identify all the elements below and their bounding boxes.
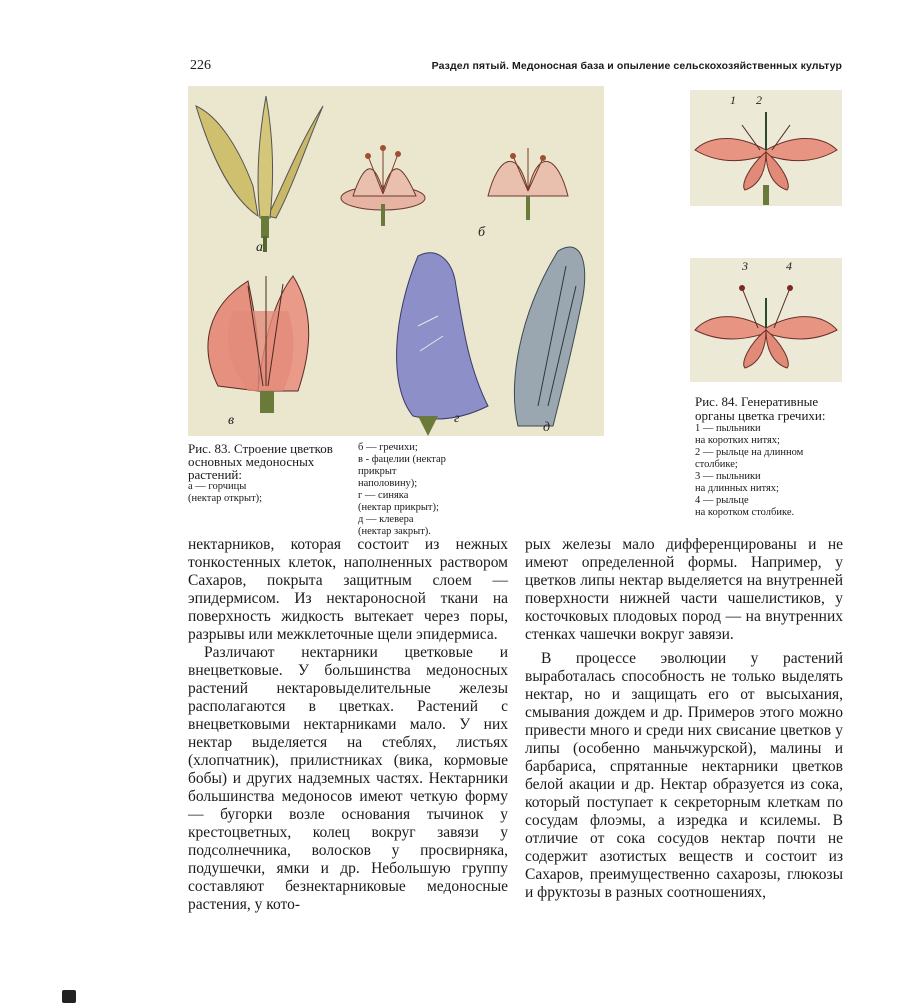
caption-83-line: в - фацелии (нектар bbox=[358, 454, 446, 465]
caption-figure-83 bbox=[188, 442, 348, 505]
paragraph: Различают нектарники цветковые и внецветковые. У большинства медоносных растений нектаровыделительные железы располагаются в цветках. Растений с внецветковыми нектарниками мало. У них нектар выделяется на стеблях, листьях (хлопчатник), прилистниках (вика, кормовые бобы) и других надземных частях. Нектарники большинства медоносов имеют четкую форму — бугорки возле основания тычинок у крестоцветных, колец вокруг завязи у подсолнечника, волосков у просвирняка, подушечки, ямки и др. Небольшую группу составляют безнектарниковые медоносные растения, у кото- bbox=[188, 644, 508, 913]
caption-83-line: (нектар открыт); bbox=[188, 493, 263, 504]
scan-mark bbox=[62, 990, 76, 1003]
buckwheat-flower-1 bbox=[690, 90, 842, 206]
caption-83-line: наполовину); bbox=[358, 478, 418, 489]
caption-83-line: (нектар закрыт). bbox=[358, 526, 431, 537]
body-column-left bbox=[188, 536, 508, 914]
fig-label-d: д bbox=[543, 420, 551, 435]
fig-label-b: б bbox=[478, 225, 486, 240]
flower-mustard bbox=[196, 96, 323, 252]
caption-84-line: 2 — рыльце на длинном bbox=[695, 447, 804, 458]
caption-figure-83-continued bbox=[358, 442, 508, 538]
caption-83-line: г — синяка bbox=[358, 490, 409, 501]
paragraph: В процессе эволюции у растений выработалась способность не только выделять нектар, но и защищать его от высыхания, смывания дождем и др. Примеров этого можно привести много и среди них свисание цветков у липы (особенно маньчжурской), малины и барбариса, спрятанные нектарники цветков белой акации и др. Нектар образуется из сока, который поступает к секреторным клеткам по сосудам флоэмы, а изредка и ксилемы. В отличие от сока сосудов нектар почти не содержит азотистых веществ и состоит из Сахаров, преимущественно сахарозы, глюкозы и фруктозы в разных соотношениях, bbox=[525, 650, 843, 901]
fig84-label-4: 4 bbox=[786, 259, 792, 273]
figure-83-flowers bbox=[188, 86, 604, 436]
caption-84-line: 4 — рыльце bbox=[695, 495, 749, 506]
body-column-right bbox=[525, 536, 843, 902]
flower-clover bbox=[514, 247, 584, 426]
fig84-label-2: 2 bbox=[756, 93, 762, 107]
caption-figure-84 bbox=[695, 395, 845, 519]
caption-84-line: на коротком столбике. bbox=[695, 507, 795, 518]
flower-phacelia bbox=[208, 276, 309, 413]
flower-buckwheat-2 bbox=[488, 148, 568, 220]
paragraph: нектарников, которая состоит из нежных тонкостенных клеток, наполненных раствором Сахаров, покрыта защитным слоем — эпидермисом. Из нектароносной ткани на поверхность жидкость вытекает через поры, разрывы или межклеточные щели эпидермиса. bbox=[188, 536, 508, 643]
fig-label-g: г bbox=[454, 411, 460, 426]
caption-84-line: 3 — пыльники bbox=[695, 471, 761, 482]
fig84-label-1: 1 bbox=[730, 93, 736, 107]
figure-84-flower-bottom bbox=[690, 258, 842, 382]
caption-84-line: на коротких нитях; bbox=[695, 435, 780, 446]
fig-label-a: а bbox=[256, 240, 263, 255]
caption-83-title: Рис. 83. Строение цветков основных медоносных растений: bbox=[188, 441, 333, 482]
caption-83-line: а — горчицы bbox=[188, 481, 247, 492]
caption-84-line: 1 — пыльники bbox=[695, 423, 761, 434]
caption-83-line: прикрыт bbox=[358, 466, 397, 477]
figure-84-flower-top bbox=[690, 90, 842, 206]
caption-83-line: д — клевера bbox=[358, 514, 414, 525]
flower-bugloss bbox=[397, 253, 488, 436]
flower-illustrations bbox=[188, 86, 604, 436]
page-number: 226 bbox=[190, 58, 211, 73]
flower-buckwheat-1 bbox=[341, 145, 425, 226]
caption-84-line: на длинных нитях; bbox=[695, 483, 779, 494]
buckwheat-flower-2 bbox=[690, 258, 842, 382]
fig-label-v: в bbox=[228, 413, 235, 428]
fig84-label-3: 3 bbox=[742, 259, 748, 273]
caption-84-line: столбике; bbox=[695, 459, 738, 470]
caption-84-title: Рис. 84. Генеративные органы цветка гречихи: bbox=[695, 394, 826, 423]
running-title: Раздел пятый. Медоносная база и опыление сельскохозяйственных культур bbox=[431, 60, 842, 72]
caption-83-line: (нектар прикрыт); bbox=[358, 502, 439, 513]
paragraph: рых железы мало дифференцированы и не имеют определенной формы. Например, у цветков липы нектар выделяется на внутренней поверхности нижней части чашелистиков, у косточковых плодовых пород — на внутренних стенках чашечки вокруг завязи. bbox=[525, 536, 843, 643]
caption-83-line: б — гречихи; bbox=[358, 442, 418, 453]
